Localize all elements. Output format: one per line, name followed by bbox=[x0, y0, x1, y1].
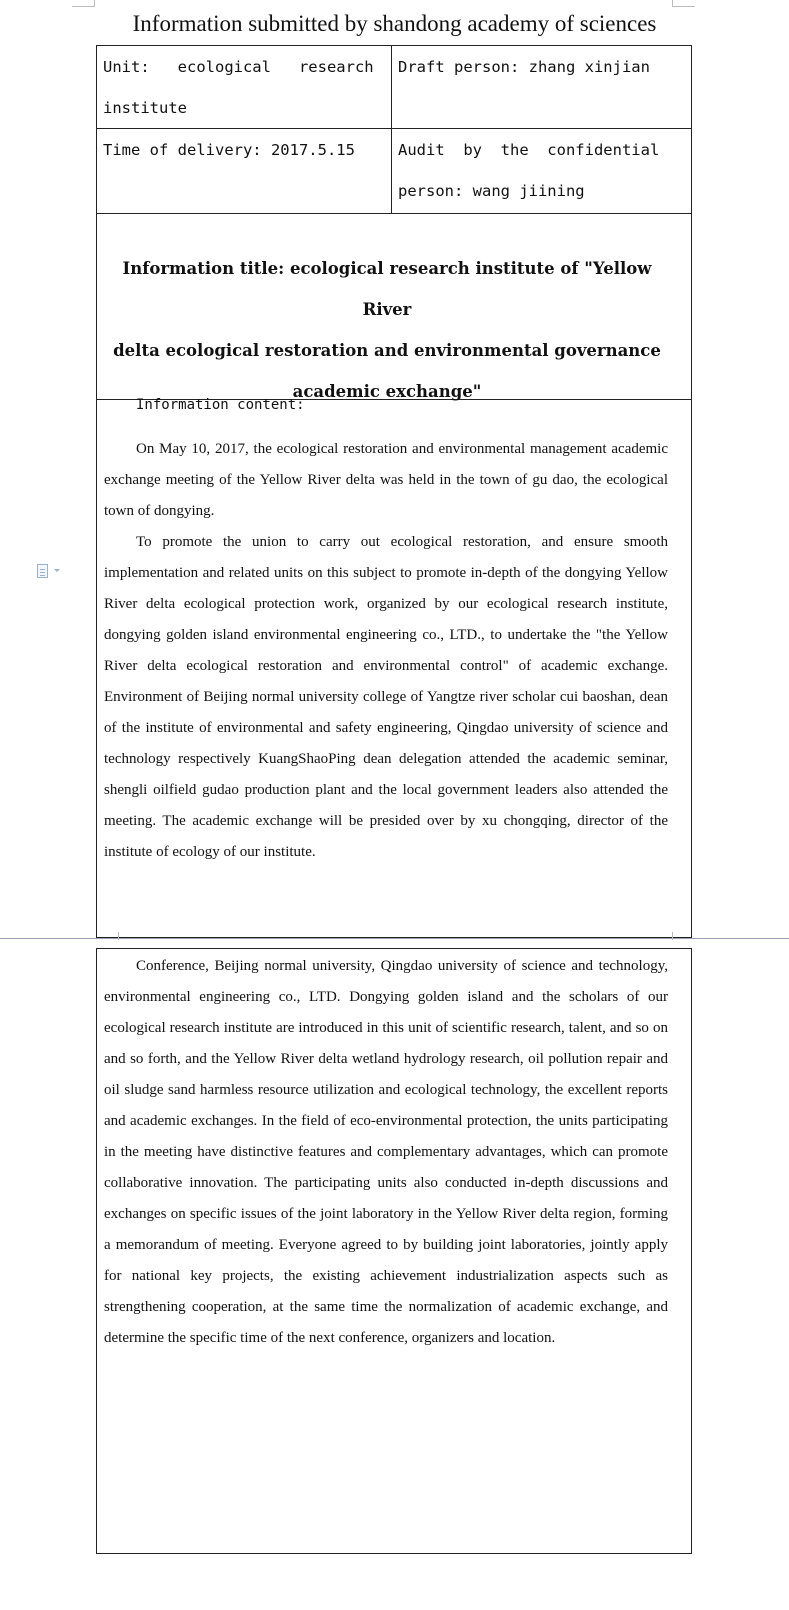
draft-person-text: Draft person: zhang xinjian bbox=[398, 58, 650, 76]
information-title-line3: academic exchange" bbox=[292, 382, 482, 401]
draft-person-cell bbox=[392, 47, 692, 128]
unit-text-line1: Unit: ecological research bbox=[103, 58, 374, 76]
information-title bbox=[100, 248, 674, 412]
content-paragraph-3: Conference, Beijing normal university, Qingdao university of science and technology, environmental engineering co., LTD. Dongying golden island and the scholars of our ecological research institute are introduced in this unit of scientific research, talent, and so on and so forth, and the Yellow River delta wetland hydrology research, oil pollution repair and oil sludge sand harmless resource utilization and ecological technology, the excellent reports and academic exchanges. In the field of eco-environmental protection, the units participating in the meeting have distinctive features and complementary advantages, which can promote collaborative innovation. The participating units also conducted in-depth discussions and exchanges on specific issues of the joint laboratory in the Yellow River delta region, forming a memorandum of meeting. Everyone agreed to by building joint laboratories, jointly apply for national key projects, the existing achievement industrialization aspects such as strengthening cooperation, at the same time the normalization of academic exchange, and determine the specific time of the next conference, organizers and location. bbox=[104, 958, 668, 1346]
table-divider bbox=[96, 213, 692, 214]
unit-cell bbox=[97, 47, 391, 128]
information-title-line2: delta ecological restoration and environmental governance bbox=[113, 341, 661, 360]
page-title: Information submitted by shandong academy of sciences bbox=[132, 11, 657, 36]
unit-text-line2: institute bbox=[103, 99, 187, 117]
information-title-line1: Information title: ecological research institute of "Yellow River bbox=[122, 259, 652, 319]
chevron-down-icon[interactable] bbox=[54, 569, 60, 572]
page-corner-mark bbox=[72, 0, 95, 7]
page-break-tick bbox=[118, 932, 119, 940]
time-of-delivery-cell bbox=[97, 130, 391, 213]
content-paragraph-2: To promote the union to carry out ecological restoration, and ensure smooth implementation and related units on this subject to promote in-depth of the dongying Yellow River delta ecological protection work, organized by our ecological research institute, dongying golden island environmental engineering co., LTD., to undertake the "the Yellow River delta ecological restoration and environmental control" of academic exchange. Environment of Beijing normal university college of Yangtze river scholar cui baoshan, dean of the institute of environmental and safety engineering, Qingdao university of science and technology respectively KuangShaoPing dean delegation attended the academic seminar, shengli oilfield gudao production plant and the local government leaders also attended the meeting. The academic exchange will be presided over by xu chongqing, director of the institute of ecology of our institute. bbox=[104, 534, 668, 860]
audit-cell bbox=[392, 130, 692, 213]
information-content-label: Information content: bbox=[136, 397, 305, 413]
audit-text-line1: Audit by the confidential bbox=[398, 141, 660, 159]
audit-text-line2: person: wang jiining bbox=[398, 182, 585, 200]
time-of-delivery-text: Time of delivery: 2017.5.15 bbox=[103, 141, 355, 159]
content-paragraph-1: On May 10, 2017, the ecological restoration and environmental management academic exchange meeting of the Yellow River delta was held in the town of gu dao, the ecological town of dongying. bbox=[104, 441, 668, 519]
page-break-tick bbox=[672, 932, 673, 940]
document-icon[interactable] bbox=[37, 564, 48, 578]
page-corner-mark bbox=[672, 0, 695, 7]
